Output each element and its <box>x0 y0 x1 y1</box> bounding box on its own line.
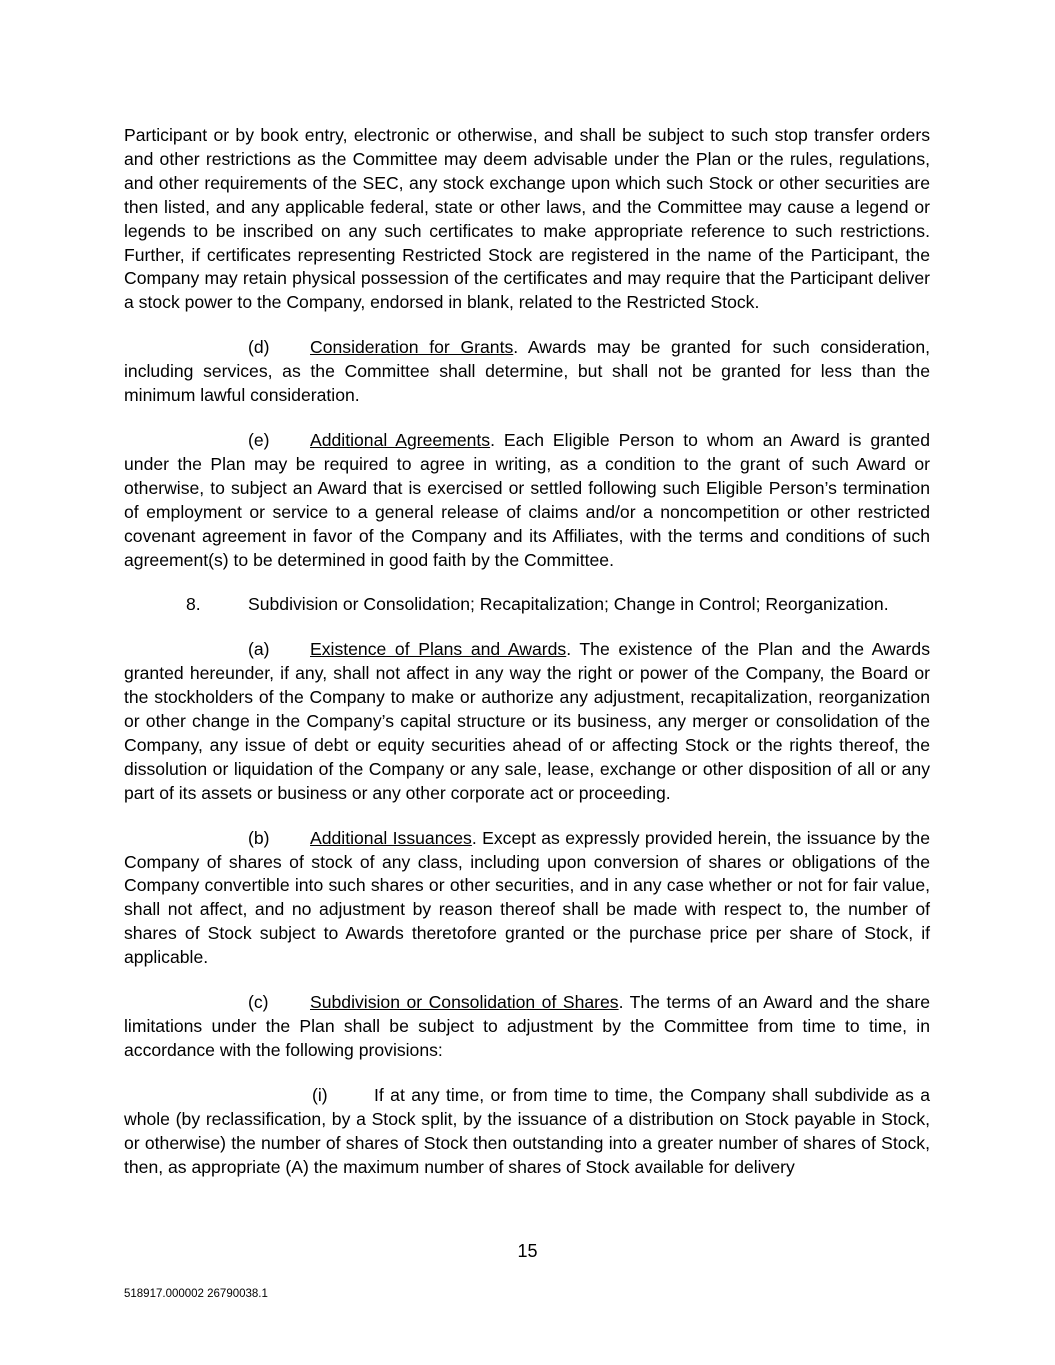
section-8b-title: Additional Issuances <box>310 827 472 848</box>
page-number: 15 <box>517 1241 538 1261</box>
section-8c-text: . The terms of an Award and the share limitations under the Plan shall be subject to adjustment by the Committee from time to time, in accordance with the following provisions: <box>124 992 930 1060</box>
document-page <box>124 124 930 1200</box>
paragraph-continued: Participant or by book entry, electronic or otherwise, and shall be subject to such stop transfer orders and other restrictions as the Committee may deem advisable under the Plan or the rules, regulations, and other requirements of the SEC, any stock exchange upon which such Stock or other securities are then listed, and any applicable federal, state or other laws, and the Committee may cause a legend or legends to be inscribed on any such certificates to make appropriate reference to such restrictions. Further, if certificates representing Restricted Stock are registered in the name of the Participant, the Company may retain physical possession of the certificates and may require that the Participant deliver a stock power to the Company, endorsed in blank, related to the Restricted Stock. <box>124 125 930 313</box>
section-8b-label: (b) <box>248 827 270 848</box>
section-8c-title: Subdivision or Consolidation of Shares <box>310 992 619 1013</box>
section-8a-title: Existence of Plans and Awards <box>310 639 567 660</box>
section-8c-i <box>124 1084 930 1180</box>
section-7e-label: (e) <box>248 429 270 450</box>
section-8c-label: (c) <box>248 992 269 1013</box>
section-7d <box>124 336 930 408</box>
section-7e <box>124 429 930 572</box>
section-7d-label: (d) <box>248 337 270 358</box>
section-7e-title: Additional Agreements <box>310 429 491 450</box>
section-7d-text: . Awards may be granted for such consideration, including services, as the Committee shall determine, but shall not be granted for less than the minimum lawful consideration. <box>124 337 931 406</box>
section-8a <box>124 638 930 805</box>
section-8a-text: . The existence of the Plan and the Awards granted hereunder, if any, shall not affect in any way the right or power of the Company, the Board or the stockholders of the Company to make or authorize any adjustment, recapitalization, reorganization or other change in the Company’s capital structure or its business, any merger or consolidation of the Company, any issue of debt or equity securities ahead of or affecting Stock or the rights thereof, the dissolution or liquidation of the Company or any sale, lease, exchange or other disposition of all or any part of its assets or business or any other corporate act or proceeding. <box>124 639 930 803</box>
section-8-heading <box>124 593 930 617</box>
section-8b-text: . Except as expressly provided herein, the issuance by the Company of shares of stock of any class, including upon conversion of shares or obligations of the Company convertible into such shares or other securities, and in any case whether or not for fair value, shall not affect, and no adjustment by reason thereof shall be made with respect to, the number of shares of Stock subject to Awards theretofore granted or the purchase price per share of Stock, if applicable. <box>124 827 930 968</box>
section-8c-i-text: If at any time, or from time to time, the Company shall subdivide as a whole (by reclassification, by a Stock split, by the issuance of a distribution on Stock payable in Stock, or otherwise) the number of shares of Stock then outstanding into a greater number of shares of Stock, then, as appropriate (A) the maximum number of shares of Stock available for delivery <box>124 1084 930 1177</box>
section-8-title: Subdivision or Consolidation; Recapitalization; Change in Control; Reorganization. <box>248 594 889 615</box>
section-8c-i-label: (i) <box>312 1084 328 1105</box>
section-8c <box>124 991 930 1063</box>
section-7d-title: Consideration for Grants <box>310 337 514 358</box>
section-8-number: 8. <box>186 594 201 615</box>
section-8b <box>124 827 930 970</box>
section-8a-label: (a) <box>248 639 270 660</box>
document-id: 518917.000002 26790038.1 <box>124 1288 268 1300</box>
section-7e-text: . Each Eligible Person to whom an Award is granted under the Plan may be required to agree in writing, as a condition to the grant of such Award or otherwise, to subject an Award that is exercised or settled following such Eligible Person’s termination of employment or service to a general release of claims and/or a noncompetition or other restricted covenant agreement in favor of the Company and its Affiliates, with the terms and conditions of such agreement(s) to be determined in good faith by the Committee. <box>124 429 930 570</box>
